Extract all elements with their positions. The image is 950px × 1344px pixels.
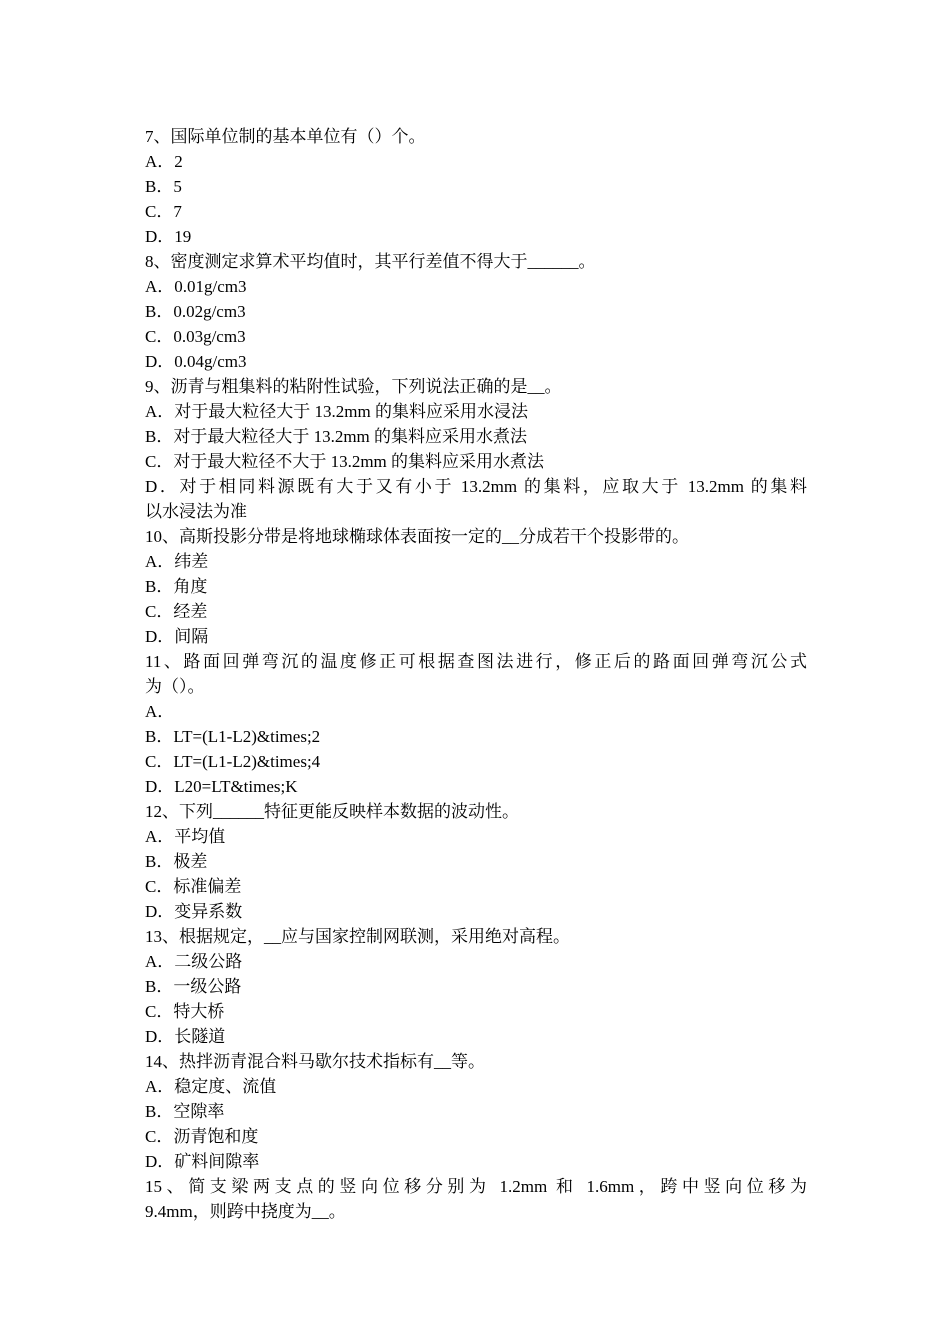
- question-stem: 9、沥青与粗集料的粘附性试验，下列说法正确的是__。: [145, 377, 562, 396]
- option-b: B．5: [145, 177, 182, 196]
- question-12: [145, 799, 807, 924]
- option-c: C．经差: [145, 602, 208, 621]
- question-stem: 14、热拌沥青混合料马歇尔技术指标有__等。: [145, 1052, 485, 1071]
- question-stem-continuation: 9.4mm，则跨中挠度为__。: [145, 1202, 346, 1221]
- option-c: C．沥青饱和度: [145, 1127, 259, 1146]
- option-c: C．标准偏差: [145, 877, 242, 896]
- question-14: [145, 1049, 807, 1174]
- option-d: D．长隧道: [145, 1027, 226, 1046]
- question-stem: 7、国际单位制的基本单位有（）个。: [145, 127, 426, 146]
- option-a: A．0.01g/cm3: [145, 277, 247, 296]
- option-b: B．0.02g/cm3: [145, 302, 246, 321]
- question-stem: 8、密度测定求算术平均值时，其平行差值不得大于______。: [145, 252, 596, 271]
- option-b: B．空隙率: [145, 1102, 225, 1121]
- option-c: C．对于最大粒径不大于 13.2mm 的集料应采用水煮法: [145, 452, 545, 471]
- question-stem: 15、简支梁两支点的竖向位移分别为 1.2mm 和 1.6mm，跨中竖向位移为: [145, 1177, 807, 1196]
- question-9: [145, 374, 807, 524]
- option-a: A．二级公路: [145, 952, 243, 971]
- option-d: D．对于相同料源既有大于又有小于 13.2mm 的集料，应取大于 13.2mm 的集料: [145, 477, 807, 496]
- question-15: [145, 1174, 807, 1224]
- option-b: B．LT=(L1-L2)&times;2: [145, 727, 321, 746]
- option-d: D．矿料间隙率: [145, 1152, 260, 1171]
- option-c: C．0.03g/cm3: [145, 327, 246, 346]
- option-a: A．平均值: [145, 827, 226, 846]
- question-stem: 10、高斯投影分带是将地球椭球体表面按一定的__分成若干个投影带的。: [145, 527, 689, 546]
- option-d: D．间隔: [145, 627, 209, 646]
- option-c: C．LT=(L1-L2)&times;4: [145, 752, 321, 771]
- option-d: D．19: [145, 227, 192, 246]
- option-b: B．一级公路: [145, 977, 242, 996]
- question-13: [145, 924, 807, 1049]
- option-a: A．2: [145, 152, 183, 171]
- question-stem-continuation: 为（）。: [145, 677, 205, 696]
- option-b: B．对于最大粒径大于 13.2mm 的集料应采用水煮法: [145, 427, 528, 446]
- option-d-continuation: 以水浸法为准: [145, 502, 247, 521]
- question-stem: 13、根据规定，__应与国家控制网联测，采用绝对高程。: [145, 927, 570, 946]
- question-7: [145, 124, 807, 249]
- option-b: B．角度: [145, 577, 208, 596]
- question-11: [145, 649, 807, 799]
- question-list: [145, 124, 807, 1224]
- option-b: B．极差: [145, 852, 208, 871]
- question-stem: 12、下列______特征更能反映样本数据的波动性。: [145, 802, 519, 821]
- option-d: D．变异系数: [145, 902, 243, 921]
- option-c: C．7: [145, 202, 182, 221]
- option-d: D．L20=LT&times;K: [145, 777, 298, 796]
- option-d: D．0.04g/cm3: [145, 352, 247, 371]
- question-10: [145, 524, 807, 649]
- option-a: A．纬差: [145, 552, 209, 571]
- option-a: A．: [145, 702, 175, 721]
- option-a: A．对于最大粒径大于 13.2mm 的集料应采用水浸法: [145, 402, 528, 421]
- option-a: A．稳定度、流值: [145, 1077, 277, 1096]
- option-c: C．特大桥: [145, 1002, 225, 1021]
- question-8: [145, 249, 807, 374]
- question-stem: 11、路面回弹弯沉的温度修正可根据查图法进行，修正后的路面回弹弯沉公式: [145, 652, 807, 671]
